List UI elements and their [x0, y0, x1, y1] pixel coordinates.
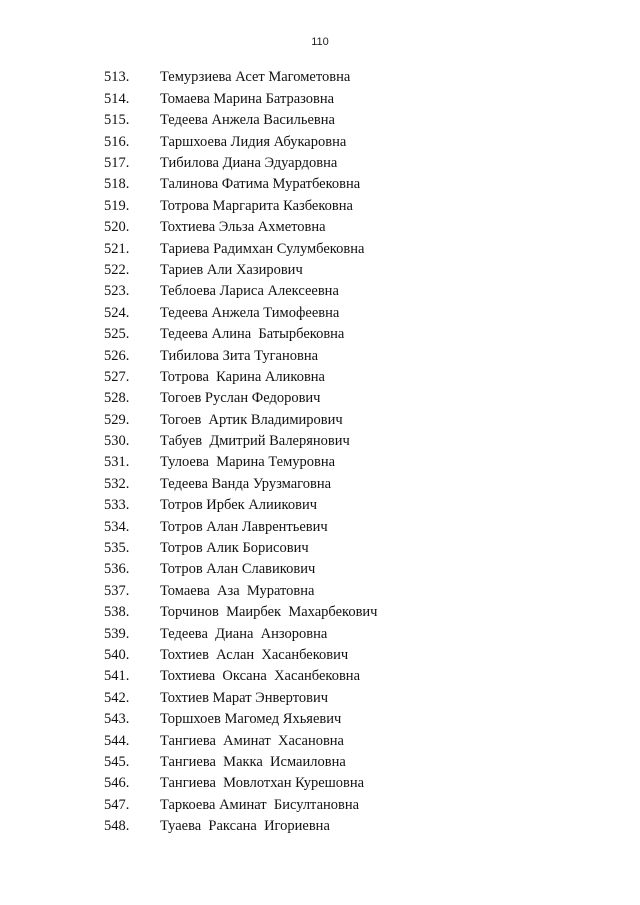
entry-number: 515. — [104, 112, 130, 129]
entry-number: 526. — [104, 347, 130, 364]
entry-number: 545. — [104, 753, 130, 770]
entry-name: Тедеева Диана Анзоровна — [160, 625, 328, 642]
entry-name: Тибилова Диана Эдуардовна — [160, 155, 338, 171]
entry-name: Тохтиев Марат Энвертович — [160, 689, 329, 706]
entry-name: Тулоева Марина Темуровна — [160, 454, 336, 471]
entry-number: 522. — [104, 261, 130, 278]
entry-name: Торчинов Маирбек Махарбекович — [160, 604, 378, 621]
entry-name: Тохтиев Аслан Хасанбекович — [160, 646, 349, 663]
list-item — [0, 238, 640, 259]
entry-name: Табуев Дмитрий Валерянович — [160, 433, 350, 450]
entry-name: Тедеева Анжела Тимофеевна — [160, 304, 340, 321]
entry-name: Туаева Раксана Игориевна — [160, 818, 330, 835]
list-item — [0, 174, 640, 195]
entry-number: 529. — [104, 411, 130, 428]
entry-number: 539. — [104, 625, 130, 642]
entry-name: Тотрова Карина Аликовна — [160, 368, 325, 385]
entry-name: Тибилова Зита Тугановна — [160, 347, 319, 364]
entry-name: Тедеева Анжела Васильевна — [160, 112, 335, 129]
entry-number: 520. — [104, 219, 130, 236]
entry-name: Тохтиева Эльза Ахметовна — [160, 219, 326, 236]
list-item — [0, 816, 640, 837]
entry-name: Торшхоев Магомед Яхьяевич — [160, 711, 342, 728]
entry-number: 527. — [104, 368, 130, 385]
entry-number: 528. — [104, 390, 130, 407]
list-item — [0, 345, 640, 366]
entry-number: 517. — [104, 155, 130, 171]
entry-name: Тариева Радимхан Сулумбековна — [160, 240, 365, 257]
entry-name: Таркоева Аминат Бисултановна — [160, 796, 360, 813]
list-item — [0, 281, 640, 302]
list-item — [0, 131, 640, 152]
list-item — [0, 302, 640, 323]
entry-name: Тотров Алан Лаврентьевич — [160, 518, 328, 535]
entry-name: Тотрова Маргарита Казбековна — [160, 197, 353, 214]
list-item — [0, 195, 640, 216]
list-item — [0, 260, 640, 281]
list-item — [0, 559, 640, 580]
list-item — [0, 602, 640, 623]
entry-name: Теблоева Лариса Алексеевна — [160, 283, 339, 300]
list-item — [0, 773, 640, 794]
entry-number: 518. — [104, 176, 130, 193]
list-item — [0, 687, 640, 708]
list-item — [0, 752, 640, 773]
entry-number: 541. — [104, 668, 130, 685]
entry-name: Тогоев Артик Владимирович — [160, 411, 343, 428]
entry-number: 524. — [104, 304, 130, 321]
entry-number: 542. — [104, 689, 130, 706]
list-item — [0, 709, 640, 730]
entry-name: Тариев Али Хазирович — [160, 261, 303, 278]
entry-name: Темурзиева Асет Магометовна — [160, 69, 351, 86]
entry-number: 530. — [104, 433, 130, 450]
entry-number: 546. — [104, 775, 130, 792]
entry-number: 540. — [104, 646, 130, 663]
entry-number: 536. — [104, 561, 130, 578]
entry-name: Талинова Фатима Муратбековна — [160, 176, 361, 193]
name-list — [0, 67, 640, 837]
list-item — [0, 623, 640, 644]
entry-number: 548. — [104, 818, 130, 835]
list-item — [0, 516, 640, 537]
list-item — [0, 153, 640, 174]
list-item — [0, 645, 640, 666]
entry-number: 547. — [104, 796, 130, 813]
entry-number: 514. — [104, 90, 130, 107]
list-item — [0, 495, 640, 516]
entry-name: Томаева Марина Батразовна — [160, 90, 335, 107]
entry-number: 543. — [104, 711, 130, 728]
list-item — [0, 730, 640, 751]
list-item — [0, 538, 640, 559]
entry-name: Тотров Ирбек Алиикович — [160, 497, 318, 514]
list-item — [0, 67, 640, 88]
entry-number: 535. — [104, 540, 130, 557]
entry-number: 534. — [104, 518, 130, 535]
list-item — [0, 366, 640, 387]
entry-name: Таршхоева Лидия Абукаровна — [160, 133, 347, 150]
entry-number: 533. — [104, 497, 130, 514]
list-item — [0, 88, 640, 109]
entry-name: Тангиева Макка Исмаиловна — [160, 753, 346, 770]
entry-number: 538. — [104, 604, 130, 621]
entry-number: 531. — [104, 454, 130, 471]
entry-name: Тотров Алан Славикович — [160, 561, 316, 578]
entry-number: 519. — [104, 197, 130, 214]
entry-number: 523. — [104, 283, 130, 300]
list-item — [0, 580, 640, 601]
list-item — [0, 431, 640, 452]
entry-name: Тангиева Аминат Хасановна — [160, 732, 344, 749]
list-item — [0, 666, 640, 687]
entry-name: Тангиева Мовлотхан Курешовна — [160, 775, 365, 792]
entry-name: Тедеева Алина Батырбековна — [160, 326, 345, 343]
list-item — [0, 324, 640, 345]
list-item — [0, 388, 640, 409]
entry-name: Томаева Аза Муратовна — [160, 582, 315, 599]
entry-name: Тогоев Руслан Федорович — [160, 390, 321, 407]
entry-number: 532. — [104, 475, 130, 492]
entry-name: Тотров Алик Борисович — [160, 540, 309, 557]
list-item — [0, 409, 640, 430]
entry-number: 537. — [104, 582, 130, 599]
entry-number: 525. — [104, 326, 130, 343]
list-item — [0, 794, 640, 815]
list-item — [0, 452, 640, 473]
entry-number: 513. — [104, 69, 130, 86]
list-item — [0, 473, 640, 494]
entry-name: Тохтиева Оксана Хасанбековна — [160, 668, 361, 685]
entry-number: 516. — [104, 133, 130, 150]
list-item — [0, 110, 640, 131]
list-item — [0, 217, 640, 238]
entry-number: 521. — [104, 240, 130, 257]
entry-number: 544. — [104, 732, 130, 749]
page-number: 110 — [311, 36, 329, 48]
entry-name: Тедеева Ванда Урузмаговна — [160, 475, 332, 492]
